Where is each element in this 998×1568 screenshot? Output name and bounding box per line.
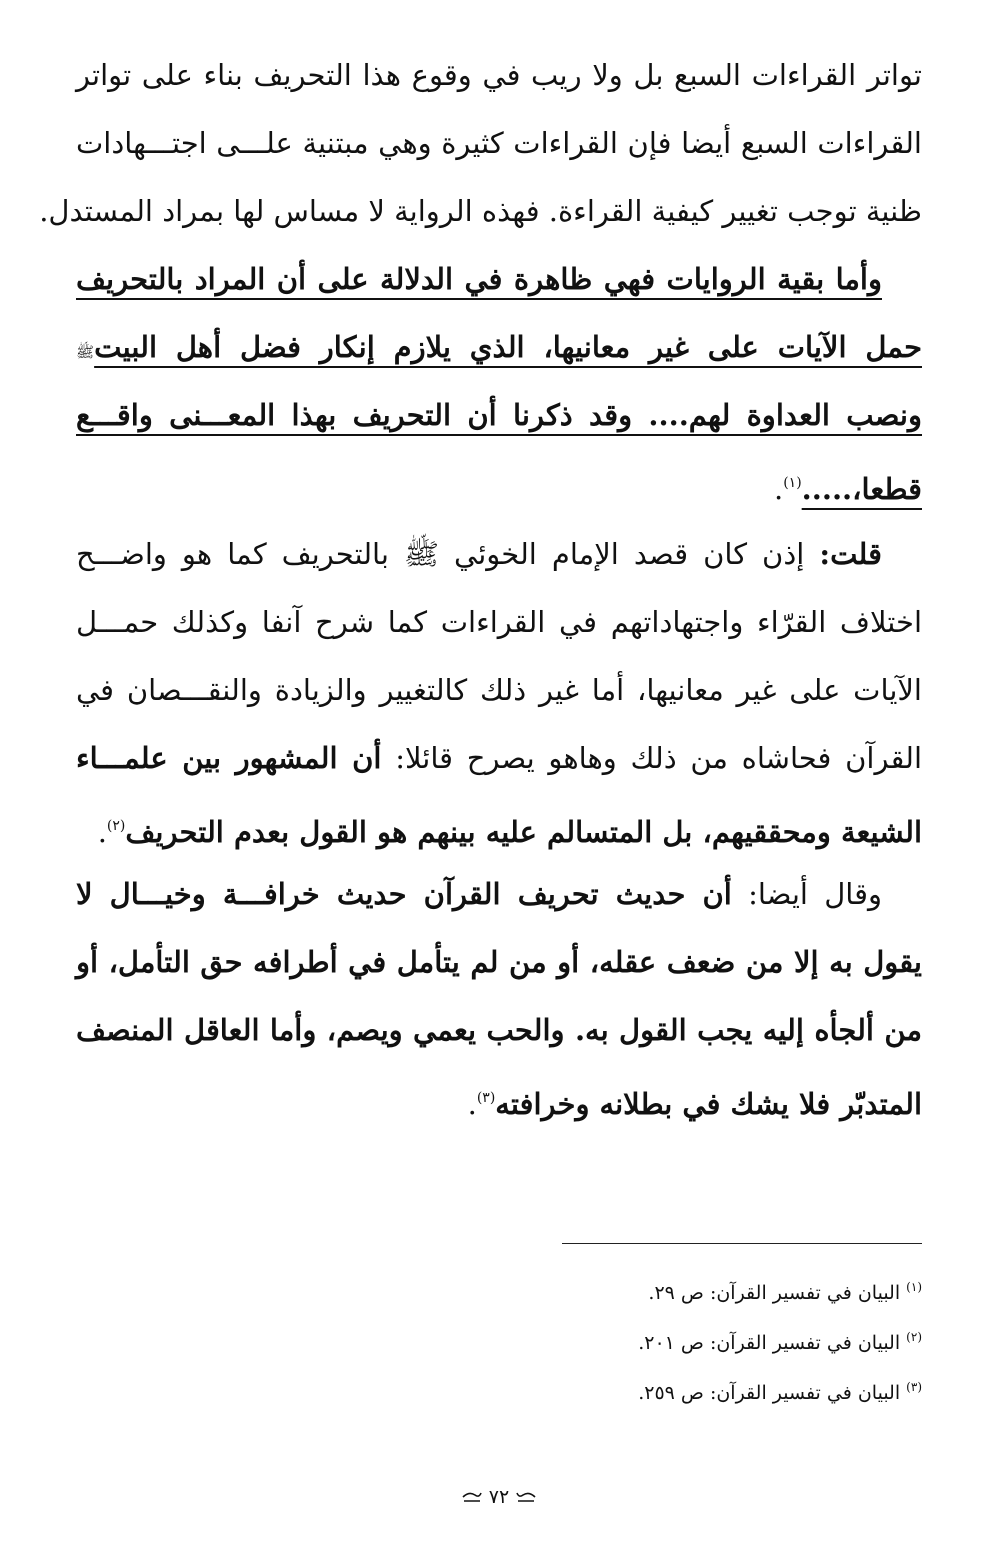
bold-quote: الشيعة ومحققيهم، بل المتسالم عليه بينهم هو القول بعدم التحريف: [125, 815, 922, 849]
text-line: [76, 860, 922, 928]
footnote-separator: [562, 1243, 922, 1244]
period: .: [467, 1087, 477, 1121]
footnote: [76, 1312, 922, 1362]
period: .: [773, 472, 784, 506]
footnote: [76, 1262, 922, 1312]
footnote: [76, 1362, 922, 1412]
quote-line: [76, 313, 922, 381]
paragraph-qultu: [76, 520, 922, 860]
paragraph-qala: [76, 860, 922, 1132]
footnote-text: البيان في تفسير القرآن: ص ٢٩.: [648, 1282, 901, 1304]
bold-quote: أن المشهور بين علمـــاء: [76, 741, 382, 775]
text-line: اختلاف القرّاء واجتهاداتهم في القراءات كما شرح آنفا وكذلك حمـــل: [76, 605, 922, 639]
paragraph-intro: [39, 41, 922, 245]
text-line: [76, 792, 922, 860]
page-number-text: ٧٢: [488, 1486, 510, 1508]
quoted-passage: [76, 245, 922, 517]
footnote-marker: (١): [906, 1280, 922, 1294]
text-line: يقول به إلا من ضعف عقله، أو من لم يتأمل في أطرافه حق التأمل، أو: [76, 945, 922, 979]
text-span: وقال أيضا:: [748, 877, 883, 911]
bold-quote: المتدبّر فلا يشك في بطلانه وخرافته: [495, 1087, 922, 1121]
quote-line: وأما بقية الروايات فهي ظاهرة في الدلالة على أن المراد بالتحريف: [76, 262, 882, 296]
text-line: تواتر القراءات السبع بل ولا ريب في وقوع هذا التحريف بناء على تواتر: [76, 58, 922, 92]
page-number: [449, 1480, 549, 1514]
footnote-ref-1: (١): [783, 475, 802, 491]
text-line: ظنية توجب تغيير كيفية القراءة. فهذه الرواية لا مساس لها بمراد المستدل.: [39, 194, 922, 228]
footnote-ref-3: (٣): [476, 1090, 496, 1106]
ornament-left-icon: [461, 1490, 483, 1504]
footnote-marker: (٢): [906, 1330, 922, 1344]
quote-text: حمل الآيات على غير معانيها، الذي يلازم إنكار فضل أهل البيت: [94, 330, 922, 364]
honorific-symbol: ﷺ: [76, 343, 95, 361]
text-line: من ألجأه إليه يجب القول به. والحب يعمي ويصم، وأما العاقل المنصف: [76, 1013, 922, 1047]
text-line: [76, 724, 922, 792]
quote-line: ونصب العداوة لهم.... وقد ذكرنا أن التحريف بهذا المعـــنى واقـــع: [76, 398, 922, 432]
ornament-right-icon: [515, 1490, 537, 1504]
quote-text: قطعا،.....: [801, 472, 922, 506]
text-line: القراءات السبع أيضا فإن القراءات كثيرة وهي مبتنية علـــى اجتـــهادات: [76, 126, 922, 160]
text-span: إذن كان قصد الإمام الخوئي ﷺ بالتحريف كما هو واضـــح: [76, 537, 805, 571]
footnote-text: البيان في تفسير القرآن: ص ٢٥٩.: [638, 1382, 901, 1404]
footnote-ref-2: (٢): [106, 818, 126, 834]
footnote-marker: (٣): [906, 1380, 922, 1394]
period: .: [97, 815, 107, 849]
text-line: [76, 1064, 922, 1132]
lead-word: قلت:: [819, 537, 883, 571]
quote-line: [76, 449, 922, 517]
text-line: [76, 520, 922, 588]
text-line: الآيات على غير معانيها، أما غير ذلك كالتغيير والزيادة والنقـــصان في: [76, 673, 922, 707]
footnote-text: البيان في تفسير القرآن: ص ٢٠١.: [638, 1332, 901, 1354]
footnotes: [76, 1262, 922, 1412]
text-span: القرآن فحاشاه من ذلك وهاهو يصرح قائلا:: [395, 741, 923, 775]
bold-quote: أن حديث تحريف القرآن حديث خرافـــة وخيـــال لا: [76, 877, 732, 911]
